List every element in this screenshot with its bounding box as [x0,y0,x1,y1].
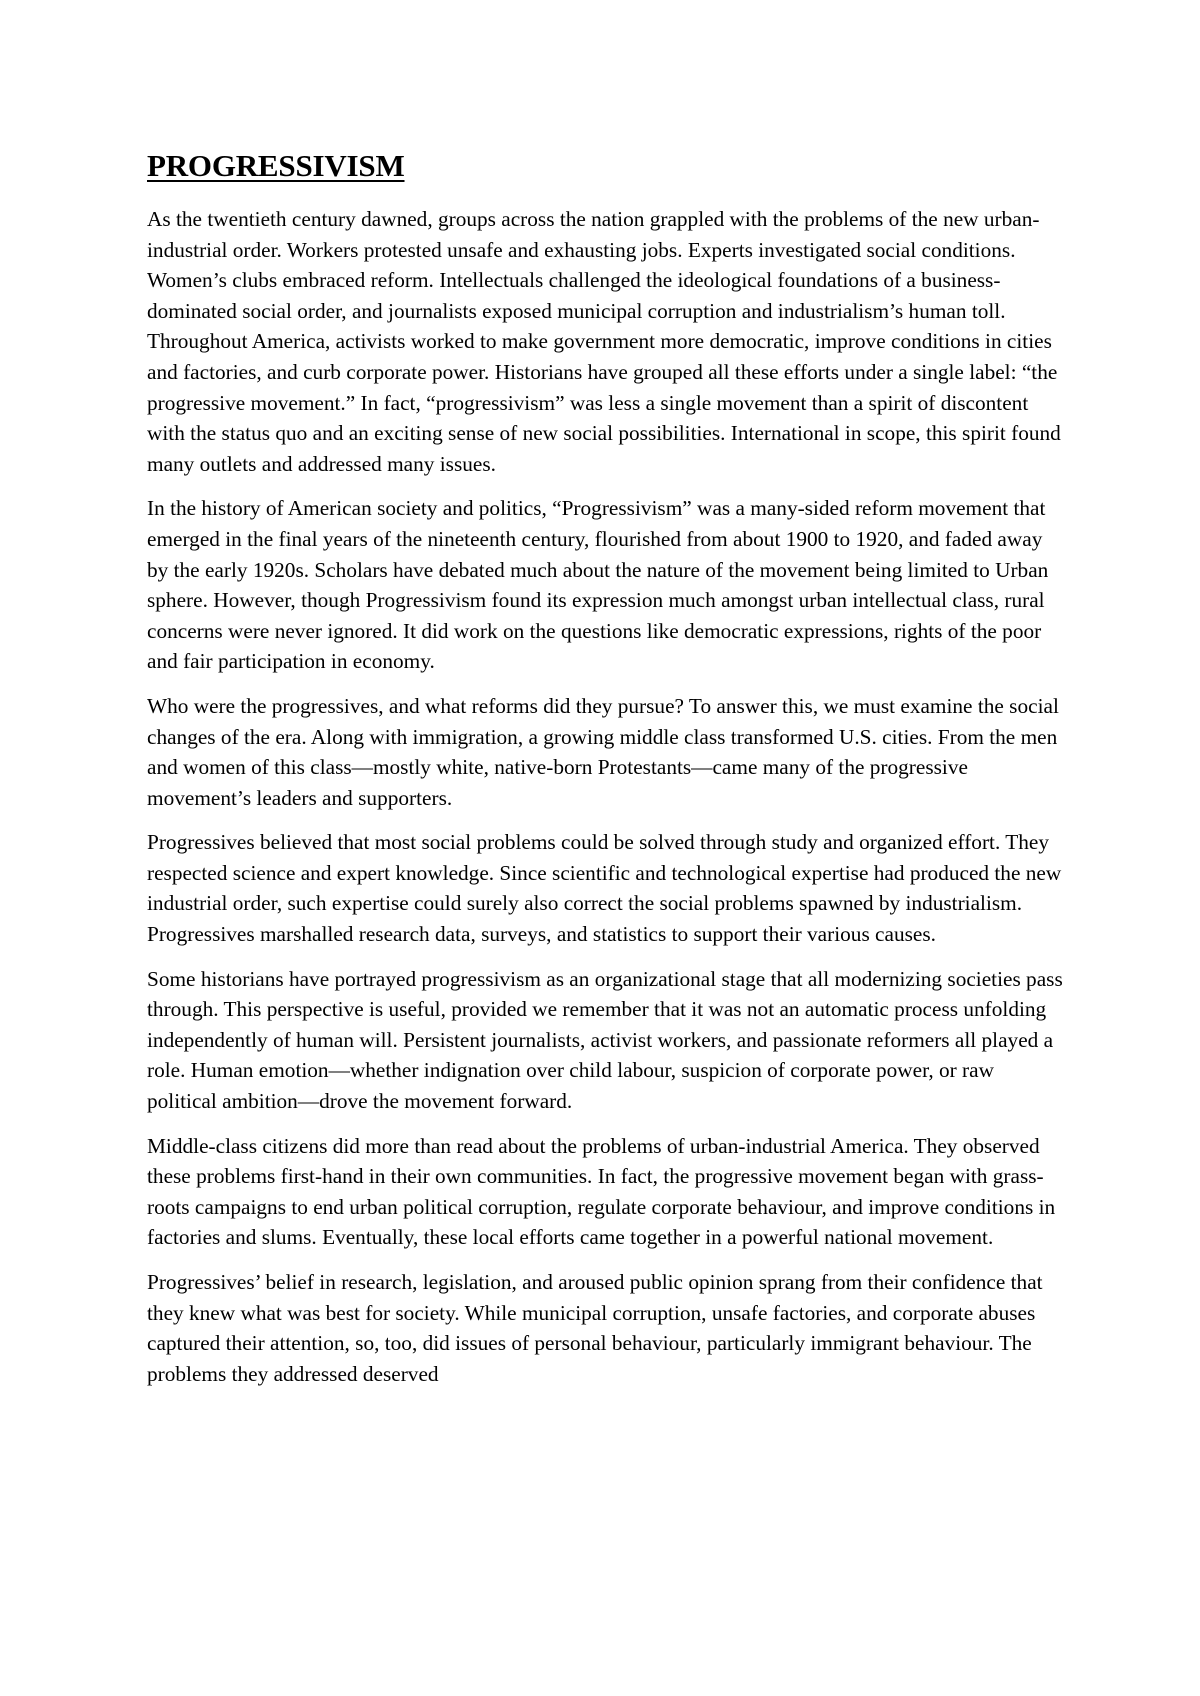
paragraph-7: Progressives’ belief in research, legislation, and aroused public opinion sprang from their confidence that they knew what was best for society. While municipal corruption, unsafe factories, and corporate abuses captured their attention, so, too, did issues of personal behaviour, particularly immigrant behaviour. The problems they addressed deserved [147,1270,1043,1386]
document-body [147,146,1065,1403]
paragraph-3: Who were the progressives, and what reforms did they pursue? To answer this, we must examine the social changes of the era. Along with immigration, a growing middle class transformed U.S. cities. From the men and women of this class—mostly white, native-born Protestants—came many of the progressive movement’s leaders and supporters. [147,693,1059,810]
paragraph-6: Middle-class citizens did more than read about the problems of urban-industrial America. They observed these problems first-hand in their own communities. In fact, the progressive movement began with grass-roots campaigns to end urban political corruption, regulate corporate behaviour, and improve conditions in factories and slums. Eventually, these local efforts came together in a powerful national movement. [147,1133,1056,1250]
paragraph-5: Some historians have portrayed progressivism as an organizational stage that all modernizing societies pass through. This perspective is useful, provided we remember that it was not an automatic process unfolding independently of human will. Persistent journalists, activist workers, and passionate reformers all played a role. Human emotion—whether indignation over child labour, suspicion of corporate power, or raw political ambition—drove the movement forward. [147,966,1063,1114]
paragraph-4: Progressives believed that most social problems could be solved through study and organized effort. They respected science and expert knowledge. Since scientific and technological expertise had produced the new industrial order, such expertise could surely also correct the social problems spawned by industrialism. Progressives marshalled research data, surveys, and statistics to support their various causes. [147,830,1062,947]
paragraph-1: As the twentieth century dawned, groups across the nation grappled with the problems of the new urban-industrial order. Workers protested unsafe and exhausting jobs. Experts investigated social conditions. Women’s clubs embraced reform. Intellectuals challenged the ideological foundations of a business-dominated social order, and journalists exposed municipal corruption and industrialism’s human toll. Throughout America, activists worked to make government more democratic, improve conditions in cities and factories, and curb corporate power. Historians have grouped all these efforts under a single label: “the progressive movement.” In fact, “progressivism” was less a single movement than a spirit of discontent with the status quo and an exciting sense of new social possibilities. International in scope, this spirit found many outlets and addressed many issues. [147,207,1061,476]
paragraph-2: In the history of American society and politics, “Progressivism” was a many-sided reform movement that emerged in the final years of the nineteenth century, flourished from about 1900 to 1920, and faded away by the early 1920s. Scholars have debated much about the nature of the movement being limited to Urban sphere. However, though Progressivism found its expression much amongst urban intellectual class, rural concerns were never ignored. It did work on the questions like democratic expressions, rights of the poor and fair participation in economy. [147,496,1049,674]
document-title: PROGRESSIVISM [147,148,405,183]
